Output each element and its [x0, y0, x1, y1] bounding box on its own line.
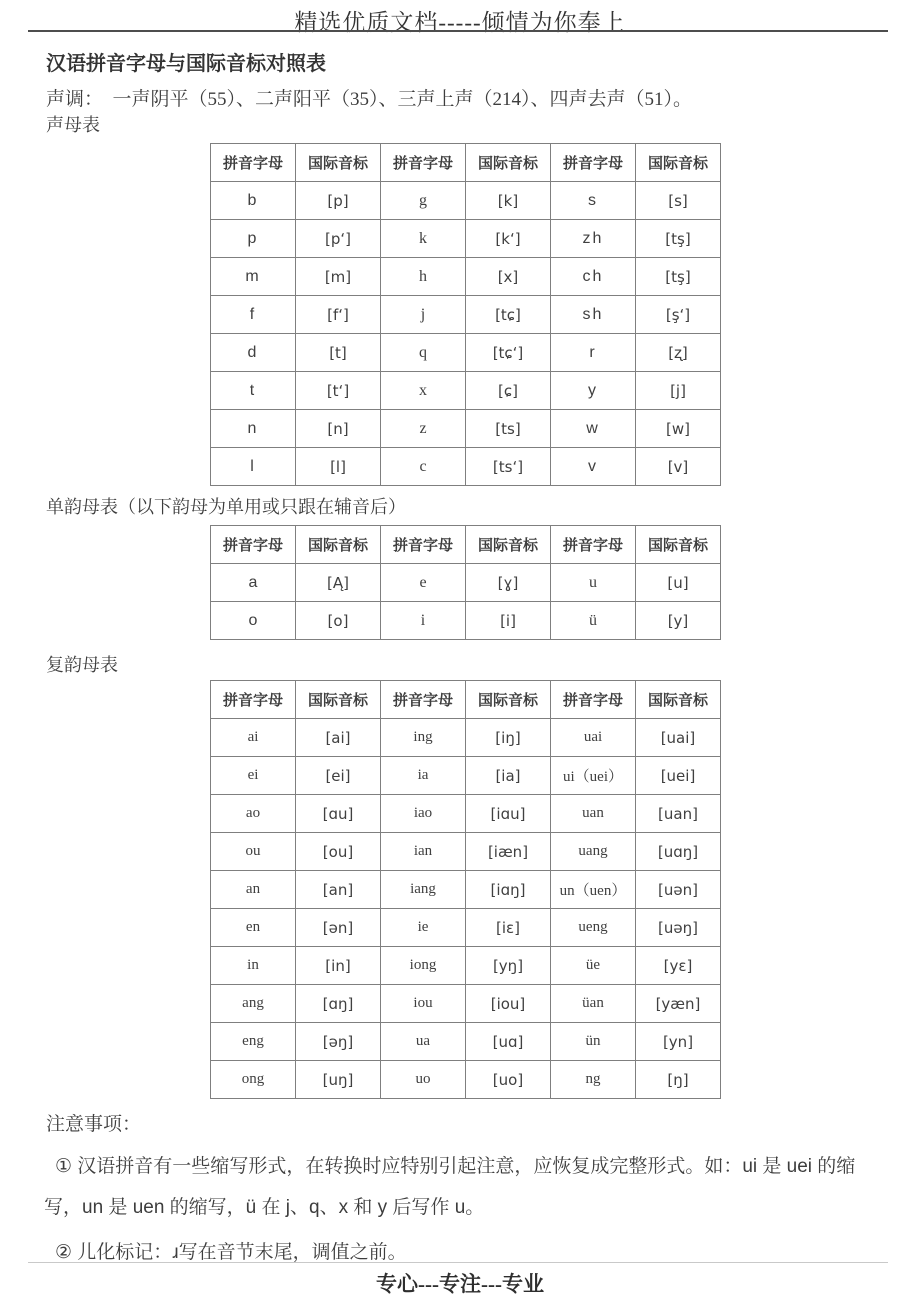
- ipa-cell: [tş]: [636, 258, 721, 296]
- pinyin-cell: q: [381, 334, 466, 372]
- ipa-cell: [in]: [296, 947, 381, 985]
- pinyin-cell: iou: [381, 985, 466, 1023]
- ipa-cell: [l]: [296, 448, 381, 486]
- table-row: [211, 871, 721, 909]
- ipa-cell: [m]: [296, 258, 381, 296]
- ipa-cell: [ş‘]: [636, 296, 721, 334]
- compound-finals-table: [210, 680, 721, 1099]
- pinyin-cell: uan: [551, 795, 636, 833]
- ipa-cell: [y]: [636, 602, 721, 640]
- table-row: [211, 372, 721, 410]
- ipa-cell: [ən]: [296, 909, 381, 947]
- ipa-cell: [tş]: [636, 220, 721, 258]
- ipa-cell: [uəŋ]: [636, 909, 721, 947]
- pinyin-cell: a: [211, 564, 296, 602]
- pinyin-cell: v: [551, 448, 636, 486]
- ipa-cell: [ts]: [466, 410, 551, 448]
- table-row: [211, 909, 721, 947]
- pinyin-cell: k: [381, 220, 466, 258]
- pinyin-column-header: 拼音字母: [551, 144, 636, 182]
- ipa-column-header: 国际音标: [466, 526, 551, 564]
- pinyin-cell: ia: [381, 757, 466, 795]
- consonant-table-caption: 声母表: [46, 115, 100, 135]
- pinyin-cell: ao: [211, 795, 296, 833]
- pinyin-cell: n: [211, 410, 296, 448]
- page-header: 精选优质文档-----倾情为你奉上: [294, 10, 626, 35]
- page-footer: 专心---专注---专业: [376, 1272, 544, 1296]
- ipa-cell: [ia]: [466, 757, 551, 795]
- ipa-cell: [t]: [296, 334, 381, 372]
- pinyin-cell: an: [211, 871, 296, 909]
- ipa-cell: [u]: [636, 564, 721, 602]
- ipa-cell: [uɑŋ]: [636, 833, 721, 871]
- pinyin-cell: ui（uei）: [551, 757, 636, 795]
- ipa-cell: [uŋ]: [296, 1061, 381, 1099]
- pinyin-cell: c: [381, 448, 466, 486]
- pinyin-cell: ueng: [551, 909, 636, 947]
- pinyin-cell: uai: [551, 719, 636, 757]
- pinyin-cell: y: [551, 372, 636, 410]
- pinyin-cell: ang: [211, 985, 296, 1023]
- ipa-cell: [ʐ]: [636, 334, 721, 372]
- ipa-column-header: 国际音标: [296, 144, 381, 182]
- pinyin-cell: un（uen）: [551, 871, 636, 909]
- pinyin-cell: ong: [211, 1061, 296, 1099]
- ipa-cell: [x]: [466, 258, 551, 296]
- ipa-cell: [ɑŋ]: [296, 985, 381, 1023]
- pinyin-cell: üan: [551, 985, 636, 1023]
- ipa-cell: [uai]: [636, 719, 721, 757]
- ipa-cell: [p]: [296, 182, 381, 220]
- pinyin-cell: in: [211, 947, 296, 985]
- document-title: 汉语拼音字母与国际音标对照表: [46, 53, 326, 75]
- pinyin-cell: t: [211, 372, 296, 410]
- table-row: [211, 296, 721, 334]
- simple-finals-table-caption: 单韵母表（以下韵母为单用或只跟在辅音后）: [46, 497, 406, 517]
- pinyin-cell: üe: [551, 947, 636, 985]
- ipa-column-header: 国际音标: [466, 144, 551, 182]
- ipa-cell: [uo]: [466, 1061, 551, 1099]
- pinyin-cell: ch: [551, 258, 636, 296]
- ipa-cell: [iɛ]: [466, 909, 551, 947]
- pinyin-cell: z: [381, 410, 466, 448]
- pinyin-cell: ai: [211, 719, 296, 757]
- pinyin-cell: iang: [381, 871, 466, 909]
- ipa-cell: [ŋ]: [636, 1061, 721, 1099]
- ipa-cell: [Ą]: [296, 564, 381, 602]
- pinyin-cell: sh: [551, 296, 636, 334]
- pinyin-cell: ian: [381, 833, 466, 871]
- pinyin-cell: m: [211, 258, 296, 296]
- table-row: [211, 1023, 721, 1061]
- pinyin-cell: ng: [551, 1061, 636, 1099]
- table-row: [211, 795, 721, 833]
- pinyin-cell: u: [551, 564, 636, 602]
- pinyin-cell: ou: [211, 833, 296, 871]
- table-header-row: [211, 526, 721, 564]
- ipa-cell: [an]: [296, 871, 381, 909]
- pinyin-cell: d: [211, 334, 296, 372]
- tone-description: 声调： 一声阴平（55）、二声阳平（35）、三声上声（214）、四声去声（51）。: [46, 89, 693, 110]
- table-row: [211, 410, 721, 448]
- table-row: [211, 757, 721, 795]
- pinyin-cell: iong: [381, 947, 466, 985]
- table-row: [211, 564, 721, 602]
- pinyin-cell: ing: [381, 719, 466, 757]
- consonant-table: [210, 143, 721, 486]
- ipa-cell: [uən]: [636, 871, 721, 909]
- ipa-column-header: 国际音标: [636, 681, 721, 719]
- pinyin-cell: uang: [551, 833, 636, 871]
- pinyin-cell: p: [211, 220, 296, 258]
- table-header-row: [211, 144, 721, 182]
- ipa-column-header: 国际音标: [636, 144, 721, 182]
- pinyin-cell: g: [381, 182, 466, 220]
- ipa-cell: [tɕ‘]: [466, 334, 551, 372]
- ipa-cell: [ɣ]: [466, 564, 551, 602]
- ipa-cell: [yæn]: [636, 985, 721, 1023]
- pinyin-cell: iao: [381, 795, 466, 833]
- ipa-cell: [yɛ]: [636, 947, 721, 985]
- ipa-cell: [ɑu]: [296, 795, 381, 833]
- pinyin-cell: ie: [381, 909, 466, 947]
- ipa-cell: [iæn]: [466, 833, 551, 871]
- ipa-cell: [n]: [296, 410, 381, 448]
- footer-divider: [28, 1262, 888, 1263]
- ipa-cell: [ei]: [296, 757, 381, 795]
- pinyin-cell: uo: [381, 1061, 466, 1099]
- table-row: [211, 1061, 721, 1099]
- pinyin-cell: i: [381, 602, 466, 640]
- note-item-2: ② 儿化标记：ɹ写在音节末尾，调值之前。: [55, 1242, 407, 1263]
- ipa-cell: [ts‘]: [466, 448, 551, 486]
- table-row: [211, 719, 721, 757]
- pinyin-cell: r: [551, 334, 636, 372]
- ipa-column-header: 国际音标: [296, 526, 381, 564]
- pinyin-column-header: 拼音字母: [381, 526, 466, 564]
- table-row: [211, 602, 721, 640]
- table-row: [211, 258, 721, 296]
- simple-finals-table: [210, 525, 721, 640]
- ipa-column-header: 国际音标: [466, 681, 551, 719]
- header-divider: [28, 30, 888, 32]
- ipa-cell: [iou]: [466, 985, 551, 1023]
- ipa-column-header: 国际音标: [296, 681, 381, 719]
- ipa-cell: [uan]: [636, 795, 721, 833]
- pinyin-cell: zh: [551, 220, 636, 258]
- notes-heading: 注意事项：: [46, 1114, 142, 1135]
- pinyin-column-header: 拼音字母: [211, 526, 296, 564]
- ipa-cell: [yn]: [636, 1023, 721, 1061]
- ipa-cell: [k‘]: [466, 220, 551, 258]
- pinyin-cell: h: [381, 258, 466, 296]
- pinyin-cell: ua: [381, 1023, 466, 1061]
- pinyin-cell: s: [551, 182, 636, 220]
- ipa-column-header: 国际音标: [636, 526, 721, 564]
- ipa-cell: [p‘]: [296, 220, 381, 258]
- ipa-cell: [k]: [466, 182, 551, 220]
- table-row: [211, 220, 721, 258]
- pinyin-cell: x: [381, 372, 466, 410]
- ipa-cell: [tɕ]: [466, 296, 551, 334]
- ipa-cell: [iɑŋ]: [466, 871, 551, 909]
- table-header-row: [211, 681, 721, 719]
- pinyin-cell: e: [381, 564, 466, 602]
- compound-finals-table-caption: 复韵母表: [46, 655, 118, 675]
- ipa-cell: [j]: [636, 372, 721, 410]
- pinyin-column-header: 拼音字母: [381, 681, 466, 719]
- ipa-cell: [f‘]: [296, 296, 381, 334]
- ipa-cell: [yŋ]: [466, 947, 551, 985]
- table-row: [211, 985, 721, 1023]
- pinyin-cell: b: [211, 182, 296, 220]
- table-row: [211, 833, 721, 871]
- ipa-cell: [uei]: [636, 757, 721, 795]
- ipa-cell: [əŋ]: [296, 1023, 381, 1061]
- pinyin-cell: o: [211, 602, 296, 640]
- pinyin-column-header: 拼音字母: [551, 526, 636, 564]
- pinyin-cell: ün: [551, 1023, 636, 1061]
- pinyin-column-header: 拼音字母: [551, 681, 636, 719]
- ipa-cell: [w]: [636, 410, 721, 448]
- table-row: [211, 182, 721, 220]
- ipa-cell: [v]: [636, 448, 721, 486]
- pinyin-cell: ei: [211, 757, 296, 795]
- ipa-cell: [t‘]: [296, 372, 381, 410]
- table-row: [211, 448, 721, 486]
- table-row: [211, 947, 721, 985]
- pinyin-column-header: 拼音字母: [211, 144, 296, 182]
- pinyin-cell: en: [211, 909, 296, 947]
- pinyin-cell: f: [211, 296, 296, 334]
- pinyin-column-header: 拼音字母: [211, 681, 296, 719]
- note-item-1: ① 汉语拼音有一些缩写形式，在转换时应特别引起注意，应恢复成完整形式。如：ui 是 uei 的缩写，un 是 uen 的缩写，ü 在 j、q、x 和 y 后写作 u。: [44, 1156, 856, 1218]
- ipa-cell: [o]: [296, 602, 381, 640]
- pinyin-cell: j: [381, 296, 466, 334]
- ipa-cell: [ɕ]: [466, 372, 551, 410]
- pinyin-cell: w: [551, 410, 636, 448]
- ipa-cell: [ou]: [296, 833, 381, 871]
- ipa-cell: [ai]: [296, 719, 381, 757]
- pinyin-cell: eng: [211, 1023, 296, 1061]
- ipa-cell: [uɑ]: [466, 1023, 551, 1061]
- table-row: [211, 334, 721, 372]
- ipa-cell: [s]: [636, 182, 721, 220]
- ipa-cell: [i]: [466, 602, 551, 640]
- pinyin-column-header: 拼音字母: [381, 144, 466, 182]
- ipa-cell: [iɑu]: [466, 795, 551, 833]
- pinyin-cell: l: [211, 448, 296, 486]
- ipa-cell: [iŋ]: [466, 719, 551, 757]
- pinyin-cell: ü: [551, 602, 636, 640]
